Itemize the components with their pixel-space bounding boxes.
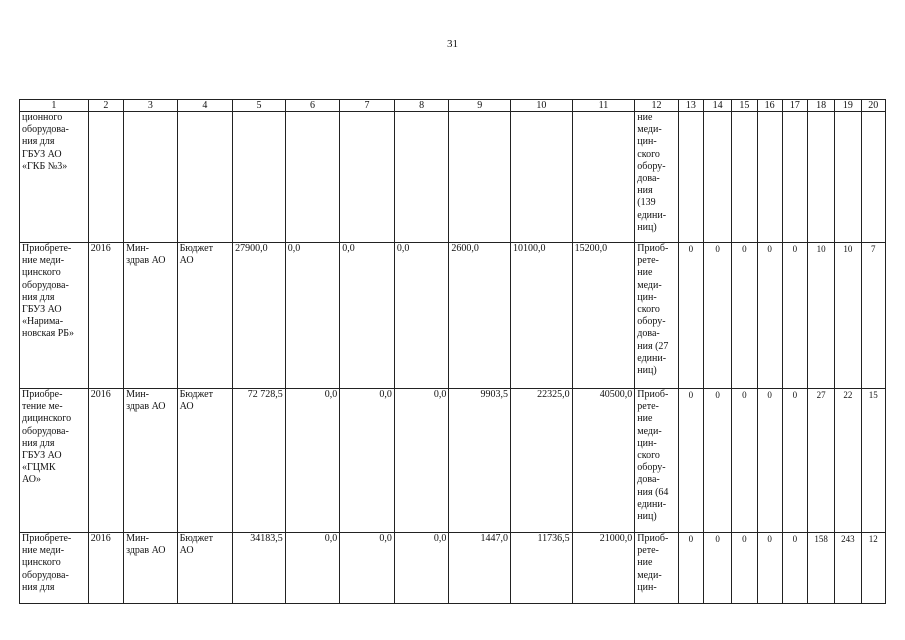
funding-source-line: Бюджет — [179, 243, 213, 254]
result-description-cell — [635, 389, 678, 533]
executor-cell — [124, 533, 178, 604]
indicator-cell-13: 0 — [678, 389, 703, 533]
indicator-cell-18: 158 — [808, 533, 835, 604]
funding-source-line: АО — [179, 401, 194, 413]
column-header-15: 15 — [732, 100, 757, 112]
indicator-cell-15: 0 — [732, 389, 757, 533]
column-header-7: 7 — [340, 100, 395, 112]
indicator-cell-15 — [732, 112, 757, 243]
measure-name-line: «ГЦМК — [22, 462, 56, 474]
result-description-line: обору- — [637, 316, 666, 328]
measure-name-line: ГБУЗ АО — [22, 148, 62, 160]
executor-line: Мин- — [126, 243, 149, 254]
result-description-line: ниц) — [637, 365, 657, 377]
result-description-line: меди- — [637, 569, 662, 581]
indicator-cell-15: 0 — [732, 243, 757, 389]
measure-name-line: Приобре- — [22, 389, 63, 400]
result-description-line: ского — [637, 148, 660, 160]
amount-year-cell-7: 0,0 — [340, 243, 395, 389]
year-cell: 2016 — [88, 389, 123, 533]
measure-name-line: ционного — [22, 112, 63, 123]
page-number: 31 — [447, 38, 458, 50]
executor-line: здрав АО — [126, 545, 166, 557]
total-amount-cell: 72 728,5 — [233, 389, 286, 533]
indicator-cell-13 — [678, 112, 703, 243]
result-description-line: дова- — [637, 474, 660, 486]
executor-line: здрав АО — [126, 255, 166, 267]
measure-name-line: оборудова- — [22, 279, 69, 291]
result-description-line: дова- — [637, 328, 660, 340]
result-description-line: ниц) — [637, 511, 657, 523]
funding-source-cell — [177, 112, 233, 243]
measure-name-line: ГБУЗ АО — [22, 450, 62, 462]
amount-year-cell-9: 9903,5 — [449, 389, 511, 533]
result-description-line: меди- — [637, 425, 662, 437]
amount-year-cell-8: 0,0 — [394, 533, 449, 604]
indicator-cell-20: 12 — [861, 533, 885, 604]
indicator-cell-20 — [861, 112, 885, 243]
measure-name-line: оборудова- — [22, 569, 69, 581]
funding-source-line: АО — [179, 255, 194, 267]
table-row — [20, 112, 886, 243]
year-cell — [88, 112, 123, 243]
result-description-line: (139 — [637, 197, 656, 209]
measure-name-line: ния для — [22, 437, 55, 449]
executor-line: Мин- — [126, 533, 149, 544]
indicator-cell-17 — [782, 112, 807, 243]
table-row — [20, 389, 886, 533]
result-description-line: меди- — [637, 124, 662, 136]
column-header-4: 4 — [177, 100, 233, 112]
measure-name-line: дицинского — [22, 413, 72, 425]
amount-year-cell-9: 1447,0 — [449, 533, 511, 604]
column-header-11: 11 — [572, 100, 635, 112]
amount-year-cell-11: 40500,0 — [572, 389, 635, 533]
measure-name-line: оборудова- — [22, 425, 69, 437]
table-row — [20, 243, 886, 389]
indicator-cell-13: 0 — [678, 243, 703, 389]
result-description-line: рете- — [637, 255, 659, 267]
result-description-cell — [635, 112, 678, 243]
result-description-line: ние — [637, 112, 653, 123]
result-description-line: ние — [637, 267, 653, 279]
result-description-line: Приоб- — [637, 533, 669, 544]
total-amount-cell: 34183,5 — [233, 533, 286, 604]
measure-name-line: ние меди- — [22, 255, 65, 267]
measure-name-line: тение ме- — [22, 401, 63, 413]
result-description-line: меди- — [637, 279, 662, 291]
column-header-14: 14 — [703, 100, 731, 112]
column-header-12: 12 — [635, 100, 678, 112]
measure-name-cell — [20, 389, 89, 533]
indicator-cell-18: 27 — [808, 389, 835, 533]
result-description-line: цин- — [637, 581, 657, 593]
result-description-line: ния (27 — [637, 340, 669, 352]
indicator-cell-14: 0 — [703, 533, 731, 604]
measure-name-line: ния для — [22, 136, 55, 148]
result-description-line: обору- — [637, 462, 666, 474]
amount-year-cell-11: 15200,0 — [572, 243, 635, 389]
result-description-line: цин- — [637, 291, 657, 303]
column-header-18: 18 — [808, 100, 835, 112]
amount-year-cell-8: 0,0 — [394, 243, 449, 389]
column-header-20: 20 — [861, 100, 885, 112]
amount-year-cell-10 — [511, 112, 573, 243]
result-description-line: едини- — [637, 209, 667, 221]
indicator-cell-18: 10 — [808, 243, 835, 389]
measure-name-line: «Нарима- — [22, 316, 64, 328]
amount-year-cell-6: 0,0 — [285, 389, 340, 533]
measure-name-line: оборудова- — [22, 124, 69, 136]
total-amount-cell — [233, 112, 286, 243]
result-description-line: обору- — [637, 160, 666, 172]
amount-year-cell-8: 0,0 — [394, 389, 449, 533]
column-header-5: 5 — [233, 100, 286, 112]
amount-year-cell-9 — [449, 112, 511, 243]
column-header-2: 2 — [88, 100, 123, 112]
year-cell: 2016 — [88, 243, 123, 389]
result-description-line: рете- — [637, 401, 659, 413]
executor-line: здрав АО — [126, 401, 166, 413]
measure-name-cell — [20, 533, 89, 604]
result-description-line: ского — [637, 304, 660, 316]
indicator-cell-16: 0 — [757, 243, 782, 389]
indicator-cell-15: 0 — [732, 533, 757, 604]
measure-name-line: Приобрете- — [22, 243, 72, 254]
measure-name-line: ГБУЗ АО — [22, 304, 62, 316]
measure-name-line: ния для — [22, 291, 55, 303]
indicator-cell-19: 10 — [835, 243, 861, 389]
column-header-6: 6 — [285, 100, 340, 112]
result-description-cell — [635, 243, 678, 389]
indicator-cell-16: 0 — [757, 389, 782, 533]
column-header-10: 10 — [511, 100, 573, 112]
column-header-8: 8 — [394, 100, 449, 112]
result-description-line: ния — [637, 185, 653, 197]
indicator-cell-19: 243 — [835, 533, 861, 604]
amount-year-cell-7: 0,0 — [340, 389, 395, 533]
column-header-13: 13 — [678, 100, 703, 112]
funding-source-line: Бюджет — [179, 389, 213, 400]
result-description-cell — [635, 533, 678, 604]
amount-year-cell-8 — [394, 112, 449, 243]
indicator-cell-18 — [808, 112, 835, 243]
indicator-cell-16: 0 — [757, 533, 782, 604]
funding-source-cell — [177, 533, 233, 604]
result-description-line: ние — [637, 413, 653, 425]
measure-name-line: ние меди- — [22, 545, 65, 557]
measure-name-line: АО» — [22, 474, 41, 486]
indicator-cell-17: 0 — [782, 389, 807, 533]
column-header-3: 3 — [124, 100, 178, 112]
amount-year-cell-6 — [285, 112, 340, 243]
table-row — [20, 533, 886, 604]
amount-year-cell-6: 0,0 — [285, 243, 340, 389]
result-description-line: рете- — [637, 545, 659, 557]
amount-year-cell-7: 0,0 — [340, 533, 395, 604]
result-description-line: Приоб- — [637, 389, 669, 400]
amount-year-cell-7 — [340, 112, 395, 243]
executor-line: Мин- — [126, 389, 149, 400]
indicator-cell-19 — [835, 112, 861, 243]
indicator-cell-16 — [757, 112, 782, 243]
indicator-cell-20: 15 — [861, 389, 885, 533]
column-header-1: 1 — [20, 100, 89, 112]
amount-year-cell-11 — [572, 112, 635, 243]
column-header-16: 16 — [757, 100, 782, 112]
measure-name-cell — [20, 112, 89, 243]
funding-source-cell — [177, 243, 233, 389]
measure-name-line: цинского — [22, 267, 61, 279]
result-description-line: Приоб- — [637, 243, 669, 254]
funding-source-line: АО — [179, 545, 194, 557]
result-description-line: ния (64 — [637, 486, 669, 498]
measure-name-line: ния для — [22, 581, 55, 593]
total-amount-cell: 27900,0 — [233, 243, 286, 389]
indicator-cell-17: 0 — [782, 533, 807, 604]
column-header-19: 19 — [835, 100, 861, 112]
amount-year-cell-10: 10100,0 — [511, 243, 573, 389]
result-description-line: едини- — [637, 352, 667, 364]
measure-name-cell — [20, 243, 89, 389]
indicator-cell-20: 7 — [861, 243, 885, 389]
amount-year-cell-9: 2600,0 — [449, 243, 511, 389]
measure-name-line: новская РБ» — [22, 328, 75, 340]
result-description-line: дова- — [637, 173, 660, 185]
amount-year-cell-10: 22325,0 — [511, 389, 573, 533]
column-header-9: 9 — [449, 100, 511, 112]
measure-name-line: цинского — [22, 557, 61, 569]
header-row — [20, 100, 886, 112]
indicator-cell-14 — [703, 112, 731, 243]
executor-cell — [124, 112, 178, 243]
amount-year-cell-11: 21000,0 — [572, 533, 635, 604]
amount-year-cell-6: 0,0 — [285, 533, 340, 604]
executor-cell — [124, 389, 178, 533]
program-table — [19, 99, 886, 604]
result-description-line: цин- — [637, 136, 657, 148]
measure-name-line: «ГКБ №3» — [22, 160, 68, 172]
executor-cell — [124, 243, 178, 389]
column-header-17: 17 — [782, 100, 807, 112]
year-cell: 2016 — [88, 533, 123, 604]
funding-source-cell — [177, 389, 233, 533]
result-description-line: ского — [637, 450, 660, 462]
result-description-line: цин- — [637, 437, 657, 449]
indicator-cell-13: 0 — [678, 533, 703, 604]
indicator-cell-17: 0 — [782, 243, 807, 389]
indicator-cell-14: 0 — [703, 243, 731, 389]
amount-year-cell-10: 11736,5 — [511, 533, 573, 604]
result-description-line: ниц) — [637, 221, 657, 233]
funding-source-line: Бюджет — [179, 533, 213, 544]
indicator-cell-19: 22 — [835, 389, 861, 533]
table-body — [20, 112, 886, 604]
result-description-line: ние — [637, 557, 653, 569]
indicator-cell-14: 0 — [703, 389, 731, 533]
result-description-line: едини- — [637, 498, 667, 510]
measure-name-line: Приобрете- — [22, 533, 72, 544]
